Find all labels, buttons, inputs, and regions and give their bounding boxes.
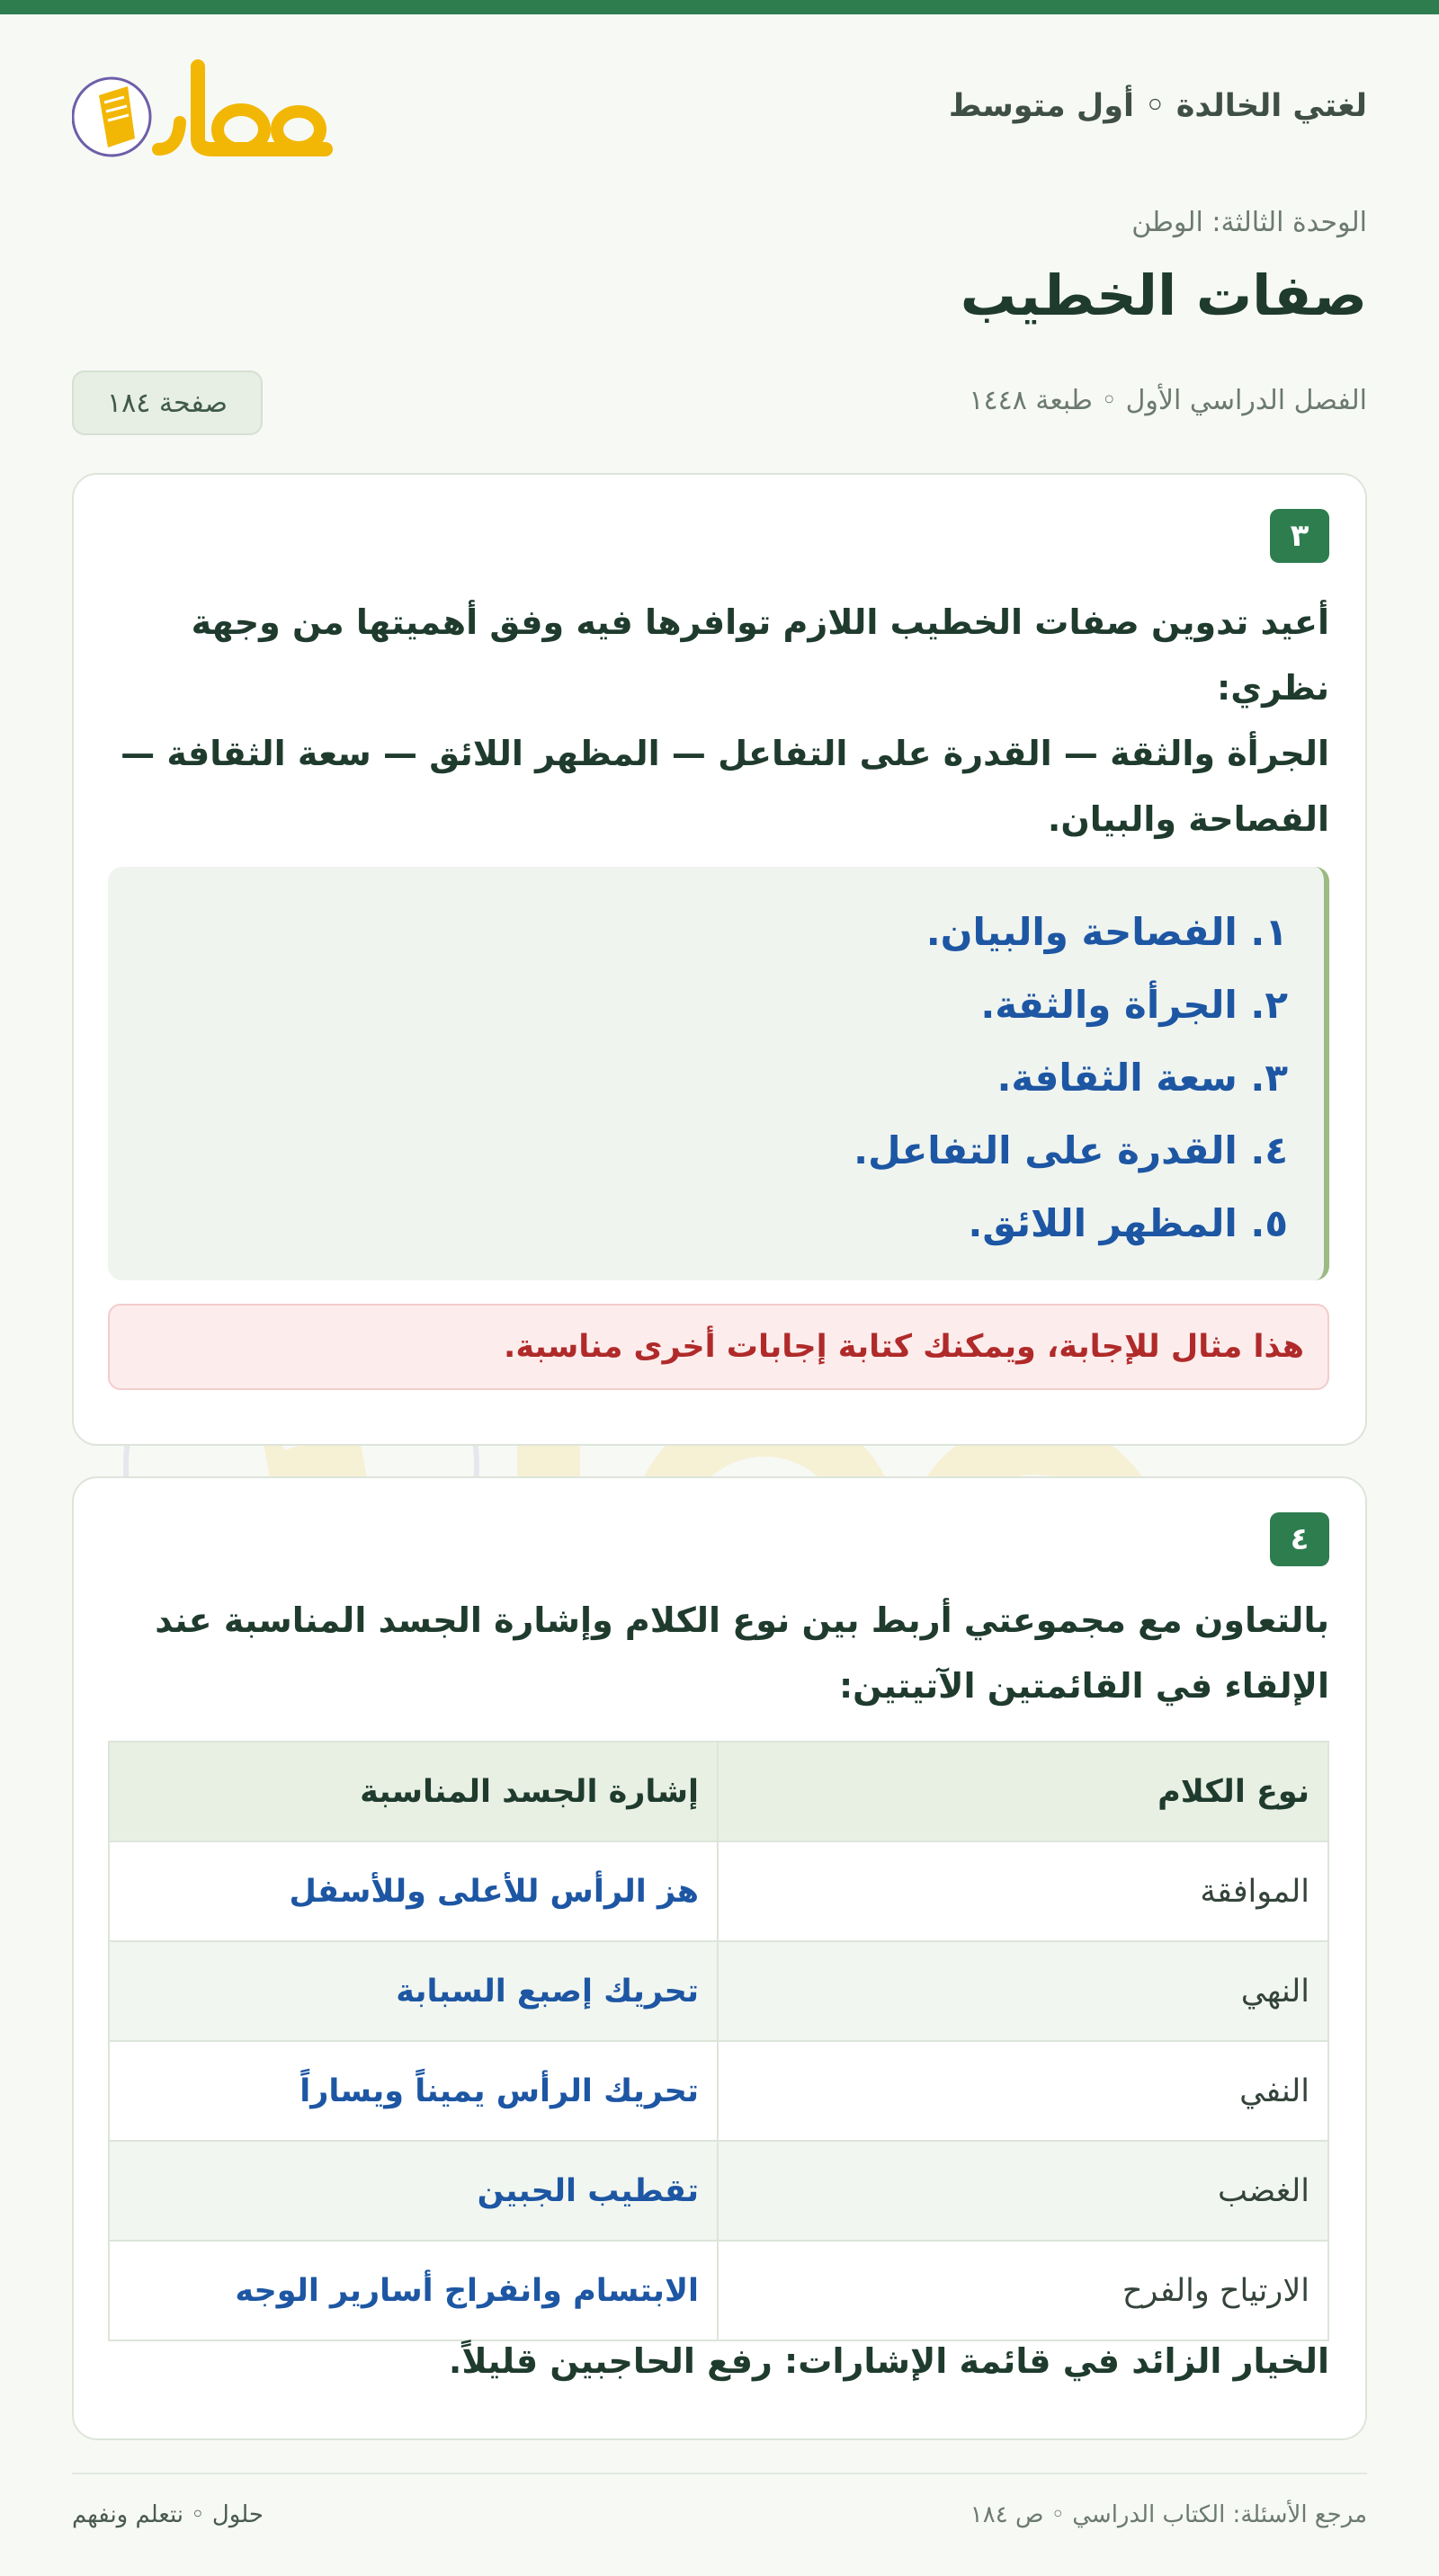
column-header-gesture: إشارة الجسد المناسبة [109, 1742, 718, 1841]
question-prompt: أعيد تدوين صفات الخطيب اللازم توافرها فيه وفق أهميتها من وجهة نظري: [191, 602, 1329, 708]
page-header [72, 59, 1367, 167]
answer-box [108, 867, 1329, 1280]
question-text [106, 1588, 1329, 1719]
answer-item: ٤. القدرة على التفاعل. [854, 1128, 1288, 1172]
question-number-badge: ٣ [1270, 509, 1329, 563]
hulul-logo [72, 59, 333, 163]
answer-note: هذا مثال للإجابة، ويمكنك كتابة إجابات أخرى مناسبة. [108, 1304, 1329, 1390]
table-row [109, 1941, 1328, 2041]
gesture-cell: هز الرأس للأعلى وللأسفل [109, 1841, 718, 1941]
question-prompt: بالتعاون مع مجموعتي أربط بين نوع الكلام وإشارة الجسد المناسبة عند الإلقاء في القائمتين الآتيتين: [155, 1600, 1329, 1706]
unit-label: الوحدة الثالثة: الوطن [1131, 207, 1367, 238]
question-number-badge: ٤ [1270, 1512, 1329, 1566]
page-number-badge: صفحة ١٨٤ [72, 370, 263, 435]
answer-item: ٣. سعة الثقافة. [997, 1056, 1288, 1100]
gesture-cell: تحريك إصبع السبابة [109, 1941, 718, 2041]
answer-item: ١. الفصاحة والبيان. [925, 910, 1288, 954]
speech-type-cell: الارتياح والفرح [718, 2241, 1328, 2340]
question-card-3 [72, 473, 1367, 1446]
gesture-cell: تحريك الرأس يميناً ويساراً [109, 2041, 718, 2141]
table-row [109, 2141, 1328, 2241]
page-title: صفات الخطيب [960, 263, 1367, 328]
speech-type-cell: النفي [718, 2041, 1328, 2141]
answer-item: ٢. الجرأة والثقة. [980, 983, 1288, 1027]
question-text [106, 590, 1329, 852]
question-card-4 [72, 1476, 1367, 2440]
extra-option-note: الخيار الزائد في قائمة الإشارات: رفع الحاجبين قليلاً. [448, 2341, 1329, 2381]
gesture-cell: الابتسام وانفراج أسارير الوجه [109, 2241, 718, 2340]
speech-type-cell: الغضب [718, 2141, 1328, 2241]
table-header-row [109, 1742, 1328, 1841]
book-title: لغتي الخالدة ◦ أول متوسط [948, 88, 1367, 124]
table-row [109, 2241, 1328, 2340]
question-options: الجرأة والثقة — القدرة على التفاعل — المظهر اللائق — سعة الثقافة — الفصاحة والبيان. [121, 734, 1329, 839]
table-row [109, 1841, 1328, 1941]
gesture-cell: تقطيب الجبين [109, 2141, 718, 2241]
table-row [109, 2041, 1328, 2141]
speech-type-cell: الموافقة [718, 1841, 1328, 1941]
footer-divider [72, 2473, 1367, 2474]
column-header-type: نوع الكلام [718, 1742, 1328, 1841]
footer-brand: حلول ◦ نتعلم ونفهم [72, 2501, 264, 2528]
top-accent-bar [0, 0, 1439, 14]
footer-reference: مرجع الأسئلة: الكتاب الدراسي ◦ ص ١٨٤ [970, 2501, 1367, 2528]
answer-item: ٥. المظهر اللائق. [968, 1201, 1288, 1245]
speech-type-cell: النهي [718, 1941, 1328, 2041]
matching-table [108, 1741, 1329, 2341]
term-label: الفصل الدراسي الأول ◦ طبعة ١٤٤٨ [969, 385, 1367, 416]
